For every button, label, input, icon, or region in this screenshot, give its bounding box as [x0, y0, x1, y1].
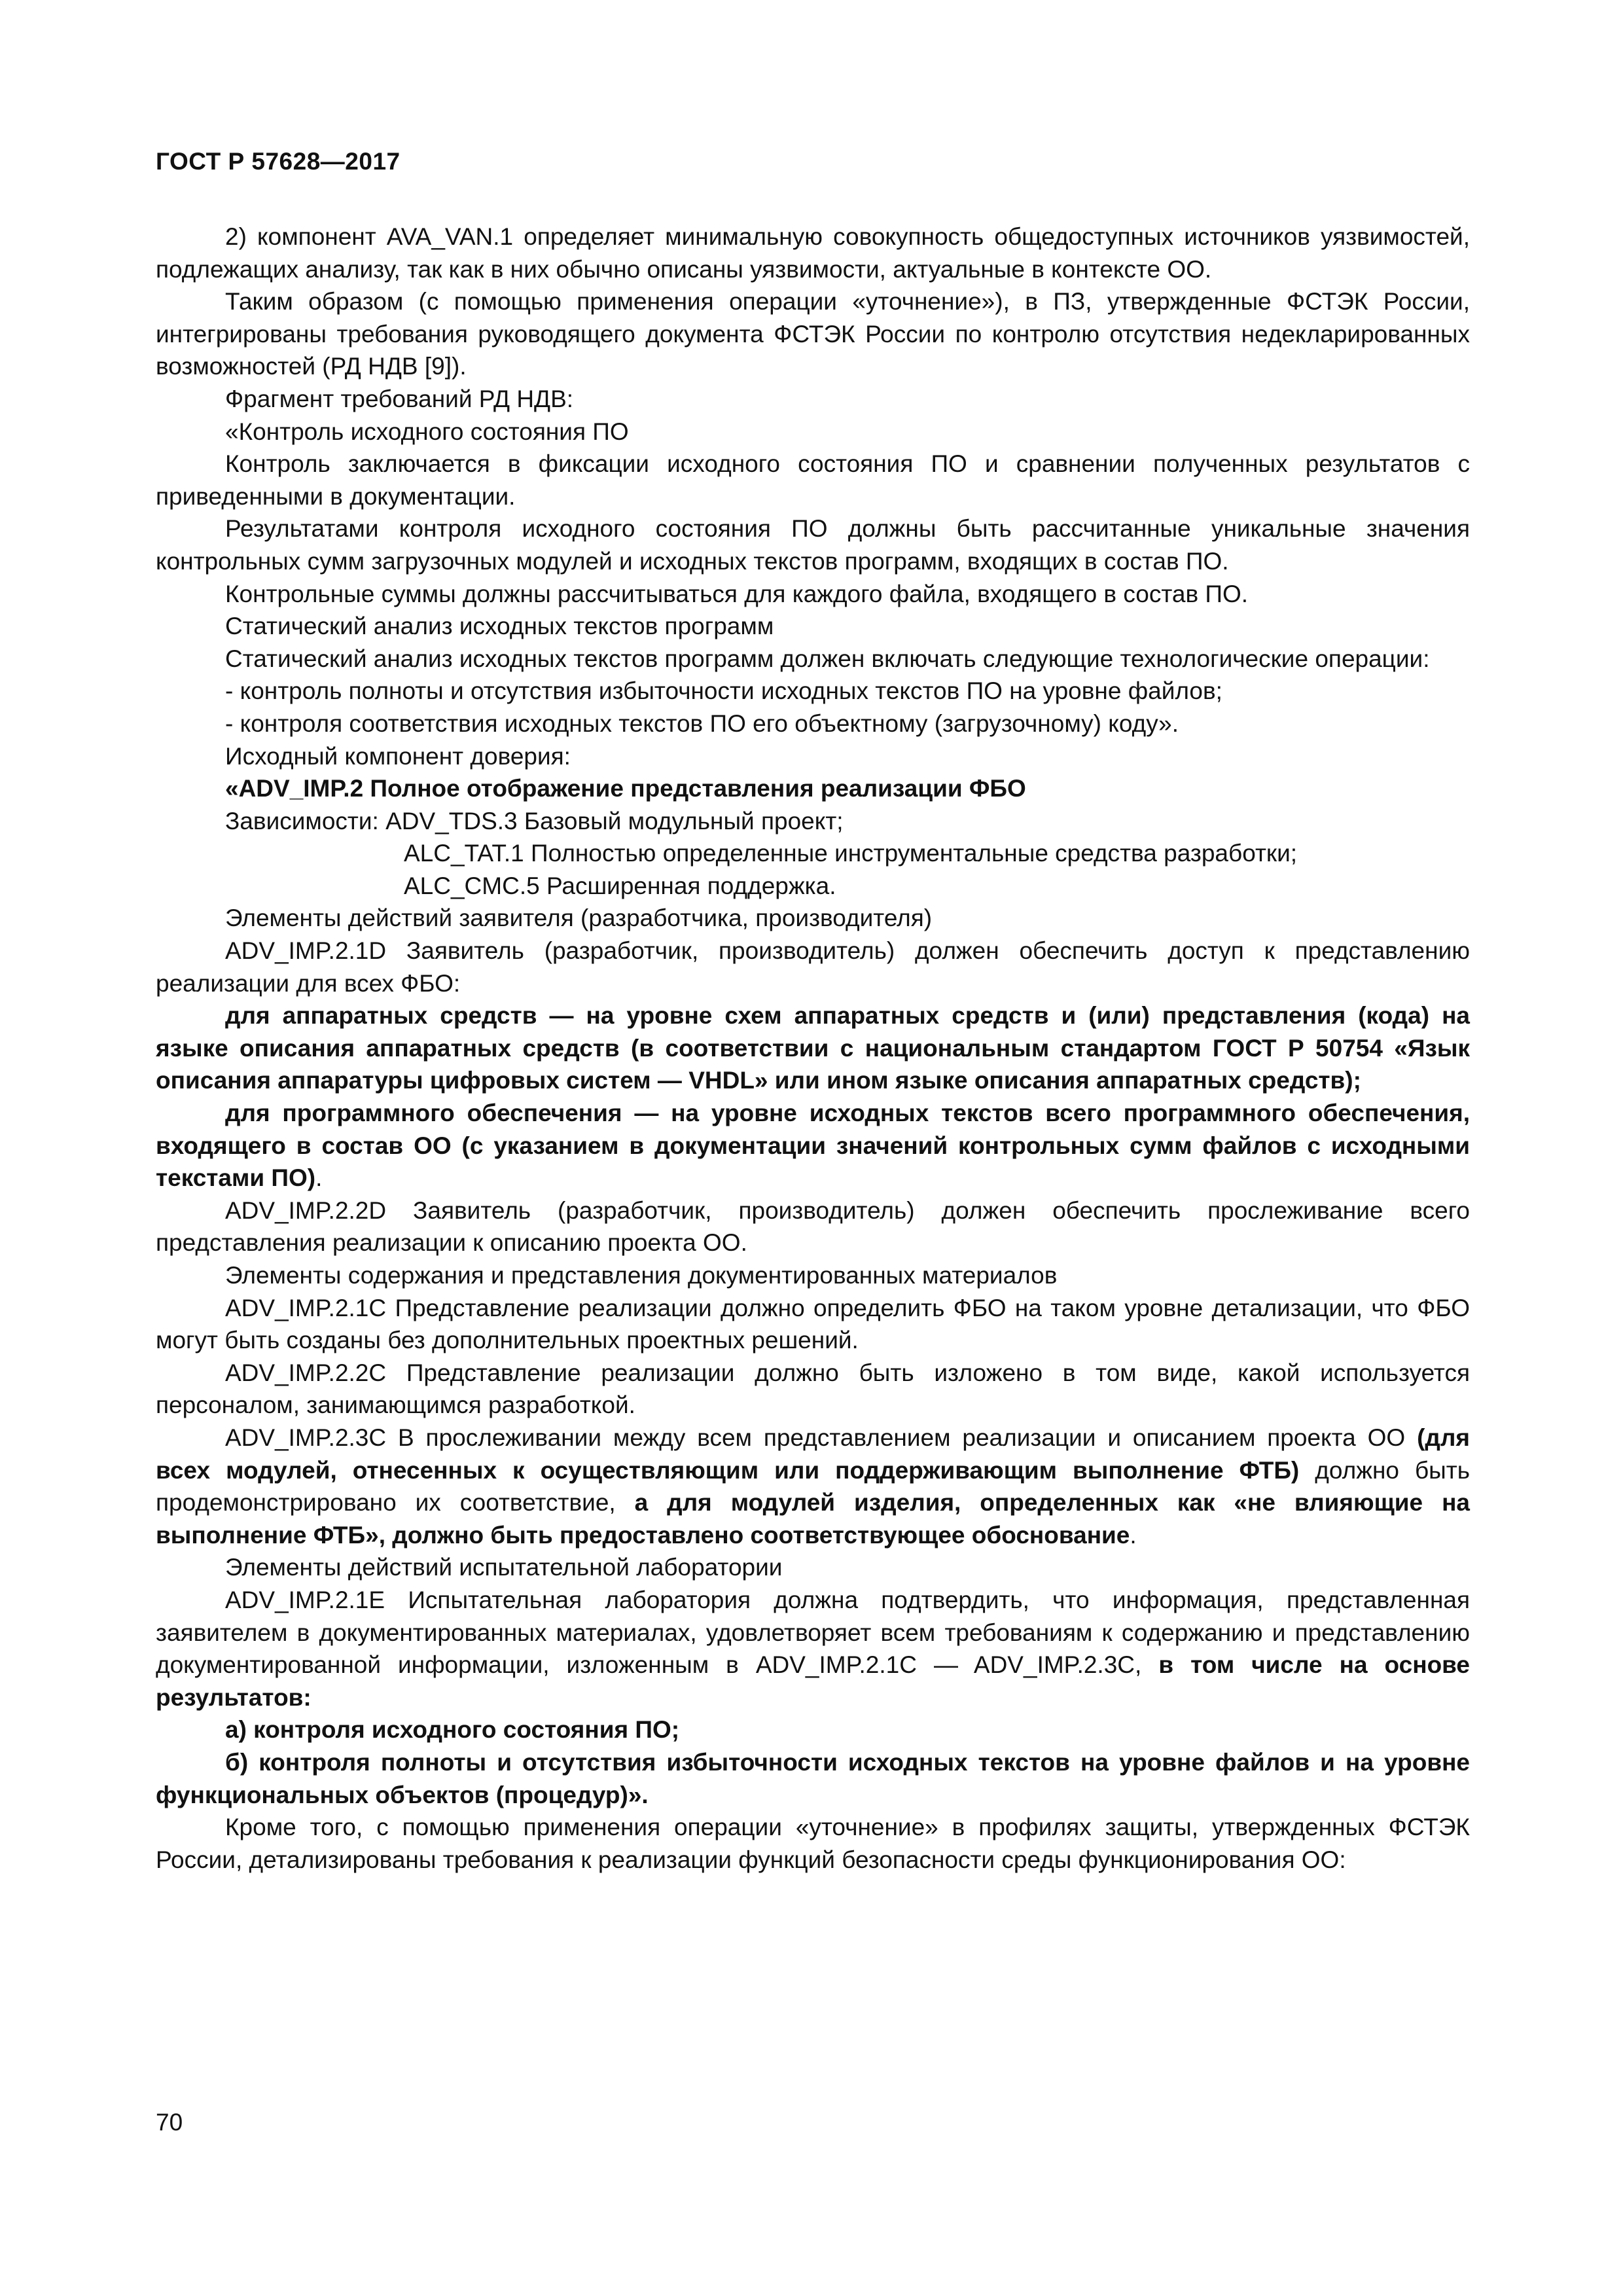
page-number: 70	[156, 2109, 183, 2136]
item-a-text: а) контроля исходного состояния ПО;	[225, 1716, 680, 1744]
hardware-level-text: для аппаратных средств — на уровне схем аппаратных средств и (или) представления (кода) на языке описания аппаратных средств (в соответствии с национальным стандартом ГОСТ Р 50754 «Язык описания аппаратуры цифровых систем — VHDL» или ином языке описания аппаратных средств);	[156, 1002, 1470, 1094]
paragraph-software-level	[156, 1097, 1470, 1194]
paragraph-initial-state-heading: «Контроль исходного состояния ПО	[225, 418, 629, 445]
paragraph-adv-imp2-title	[156, 772, 1470, 805]
adv-imp-2-1e-part-2: в том числе на основе результатов:	[156, 1651, 1471, 1711]
adv-imp-2-3c-part-1: ADV_IMP.2.3C В прослеживании между всем представлением реализации и описанием проекта ОО	[225, 1424, 1418, 1451]
paragraph-static-analysis-ops: Статический анализ исходных текстов программ должен включать следующие технологические операции:	[225, 645, 1430, 672]
paragraph-adv-imp-2-3c	[156, 1422, 1470, 1551]
paragraph-additionally: Кроме того, с помощью применения операции «уточнение» в профилях защиты, утвержденных ФСТЭК России, детализированы требования к реализации функций безопасности среды функционирования ОО:	[156, 1814, 1470, 1873]
paragraph-item-b	[156, 1746, 1470, 1811]
paragraph-source-component: Исходный компонент доверия:	[225, 742, 571, 770]
paragraph-adv-imp-2-2c: ADV_IMP.2.2C Представление реализации должно быть изложено в том виде, какой используется персоналом, занимающимся разработкой.	[156, 1359, 1470, 1419]
adv-imp-2-3c-part-3: должно быть продемонстрировано их соответствие,	[156, 1456, 1471, 1516]
paragraph-adv-imp-2-1d: ADV_IMP.2.1D Заявитель (разработчик, производитель) должен обеспечить доступ к представлению реализации для всех ФБО:	[156, 937, 1470, 997]
adv-imp2-title-text: «ADV_IMP.2 Полное отображение представления реализации ФБО	[225, 775, 1026, 802]
paragraph-item-a	[156, 1713, 1470, 1746]
software-level-tail: .	[315, 1164, 323, 1192]
list-item-completeness-control: - контроль полноты и отсутствия избыточности исходных текстов ПО на уровне файлов;	[225, 677, 1222, 705]
paragraph-checksum-results: Результатами контроля исходного состояния ПО должны быть рассчитанные уникальные значения контрольных сумм загрузочных модулей и исходных текстов программ, входящих в состав ПО.	[156, 515, 1470, 575]
document-body	[156, 221, 1470, 1876]
adv-imp-2-1e-part-1: ADV_IMP.2.1E Испытательная лаборатория должна подтвердить, что информация, представленная заявителем в документированных материалах, удовлетворяет всем требованиям к содержанию и представлению документированной информации, изложенным в ADV_IMP.2.1C — ADV_IMP.2.3C,	[156, 1586, 1470, 1679]
adv-imp-2-3c-part-2: (для всех модулей, отнесенных к осуществляющим или поддерживающим выполнение ФТБ)	[156, 1424, 1470, 1484]
adv-imp-2-3c-part-4: а для модулей изделия, определенных как «не влияющие на выполнение ФТБ», должно быть предоставлено соответствующее обоснование	[156, 1489, 1470, 1549]
paragraph-lab-actions-heading: Элементы действий испытательной лаборатории	[225, 1554, 783, 1581]
paragraph-refinement-intro: Таким образом (с помощью применения операции «уточнение»), в ПЗ, утвержденные ФСТЭК России, интегрированы требования руководящего документа ФСТЭК России по контролю отсутствия недекларированных возможностей (РД НДВ [9]).	[156, 288, 1470, 380]
paragraph-dependencies: Зависимости: ADV_TDS.3 Базовый модульный проект;	[225, 807, 844, 834]
paragraph-adv-imp-2-1c: ADV_IMP.2.1C Представление реализации должно определить ФБО на таком уровне детализации, что ФБО могут быть созданы без дополнительных проектных решений.	[156, 1294, 1470, 1354]
paragraph-developer-actions-heading: Элементы действий заявителя (разработчика, производителя)	[225, 905, 933, 932]
paragraph-adv-imp-2-2d: ADV_IMP.2.2D Заявитель (разработчик, производитель) должен обеспечить прослеживание всего представления реализации к описанию проекта ОО.	[156, 1196, 1470, 1257]
paragraph-initial-state-control: Контроль заключается в фиксации исходного состояния ПО и сравнении полученных результатов с приведенными в документации.	[156, 450, 1470, 510]
dependency-alc-tat: ALC_TAT.1 Полностью определенные инструментальные средства разработки;	[404, 840, 1298, 867]
software-level-text: для программного обеспечения — на уровне исходных текстов всего программного обеспечения, входящего в состав ОО (с указанием в документации значений контрольных сумм файлов с исходными текстами ПО)	[156, 1100, 1470, 1192]
list-item-correspondence-control: - контроля соответствия исходных текстов ПО его объектному (загрузочному) коду».	[225, 709, 1179, 737]
item-b-text: б) контроля полноты и отсутствия избыточности исходных текстов на уровне файлов и на уровне функциональных объектов (процедур)».	[156, 1748, 1470, 1808]
dependency-alc-cmc: ALC_CMC.5 Расширенная поддержка.	[404, 872, 836, 899]
adv-imp-2-3c-part-5: .	[1130, 1521, 1137, 1549]
paragraph-ava-van-component: 2) компонент AVA_VAN.1 определяет минимальную совокупность общедоступных источников уязвимостей, подлежащих анализу, так как в них обычно описаны уязвимости, актуальные в контексте ОО.	[156, 223, 1470, 283]
document-standard-header: ГОСТ Р 57628—2017	[156, 148, 401, 175]
paragraph-checksum-per-file: Контрольные суммы должны рассчитываться для каждого файла, входящего в состав ПО.	[225, 580, 1249, 607]
paragraph-static-analysis-heading: Статический анализ исходных текстов программ	[225, 613, 774, 640]
paragraph-rd-ndv-fragment: Фрагмент требований РД НДВ:	[225, 385, 574, 412]
paragraph-content-elements-heading: Элементы содержания и представления документированных материалов	[225, 1262, 1058, 1289]
paragraph-adv-imp-2-1e	[156, 1584, 1470, 1713]
paragraph-hardware-level	[156, 999, 1470, 1097]
